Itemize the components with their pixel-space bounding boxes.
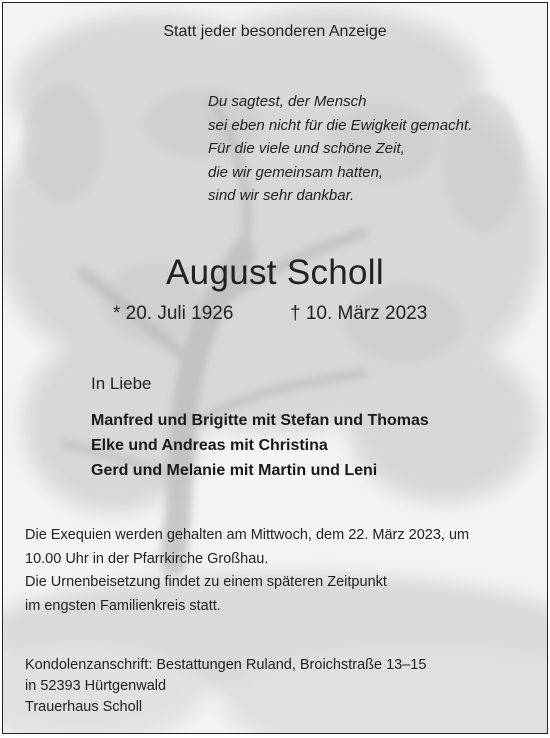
birth-date: * 20. Juli 1926 xyxy=(113,303,234,324)
mourners-list xyxy=(91,408,429,483)
poem-line: sei eben nicht für die Ewigkeit gemacht. xyxy=(208,116,473,134)
poem-line: Du sagtest, der Mensch xyxy=(208,93,367,110)
poem-line: Für die viele und schöne Zeit, xyxy=(208,140,405,157)
service-line: Die Exequien werden gehalten am Mittwoch, dem 22. März 2023, um xyxy=(25,527,470,543)
in-love-heading: In Liebe xyxy=(91,374,152,393)
mourner-line: Elke und Andreas mit Christina xyxy=(91,437,328,454)
condolence-line: Trauerhaus Scholl xyxy=(25,699,143,715)
poem xyxy=(208,90,472,208)
service-line: Die Urnenbeisetzung findet zu einem späteren Zeitpunkt xyxy=(25,574,387,590)
poem-line: sind wir sehr dankbar. xyxy=(208,187,355,204)
service-line: 10.00 Uhr in der Pfarrkirche Großhau. xyxy=(25,550,269,567)
death-date: † 10. März 2023 xyxy=(290,303,428,324)
condolence-line: in 52393 Hürtgenwald xyxy=(25,678,167,694)
notice-header: Statt jeder besonderen Anzeige xyxy=(163,23,387,40)
condolence-line: Kondolenzanschrift: Bestattungen Ruland, Broichstraße 13–15 xyxy=(25,657,427,673)
poem-line: die wir gemeinsam hatten, xyxy=(208,163,384,181)
mourner-line: Gerd und Melanie mit Martin und Leni xyxy=(91,462,378,479)
service-info xyxy=(25,524,535,618)
mourner-line: Manfred und Brigitte mit Stefan und Thomas xyxy=(91,412,429,429)
service-line: im engsten Familienkreis statt. xyxy=(25,597,221,614)
condolence-address xyxy=(25,655,426,718)
obituary-notice xyxy=(2,2,548,734)
deceased-name: August Scholl xyxy=(166,253,384,292)
